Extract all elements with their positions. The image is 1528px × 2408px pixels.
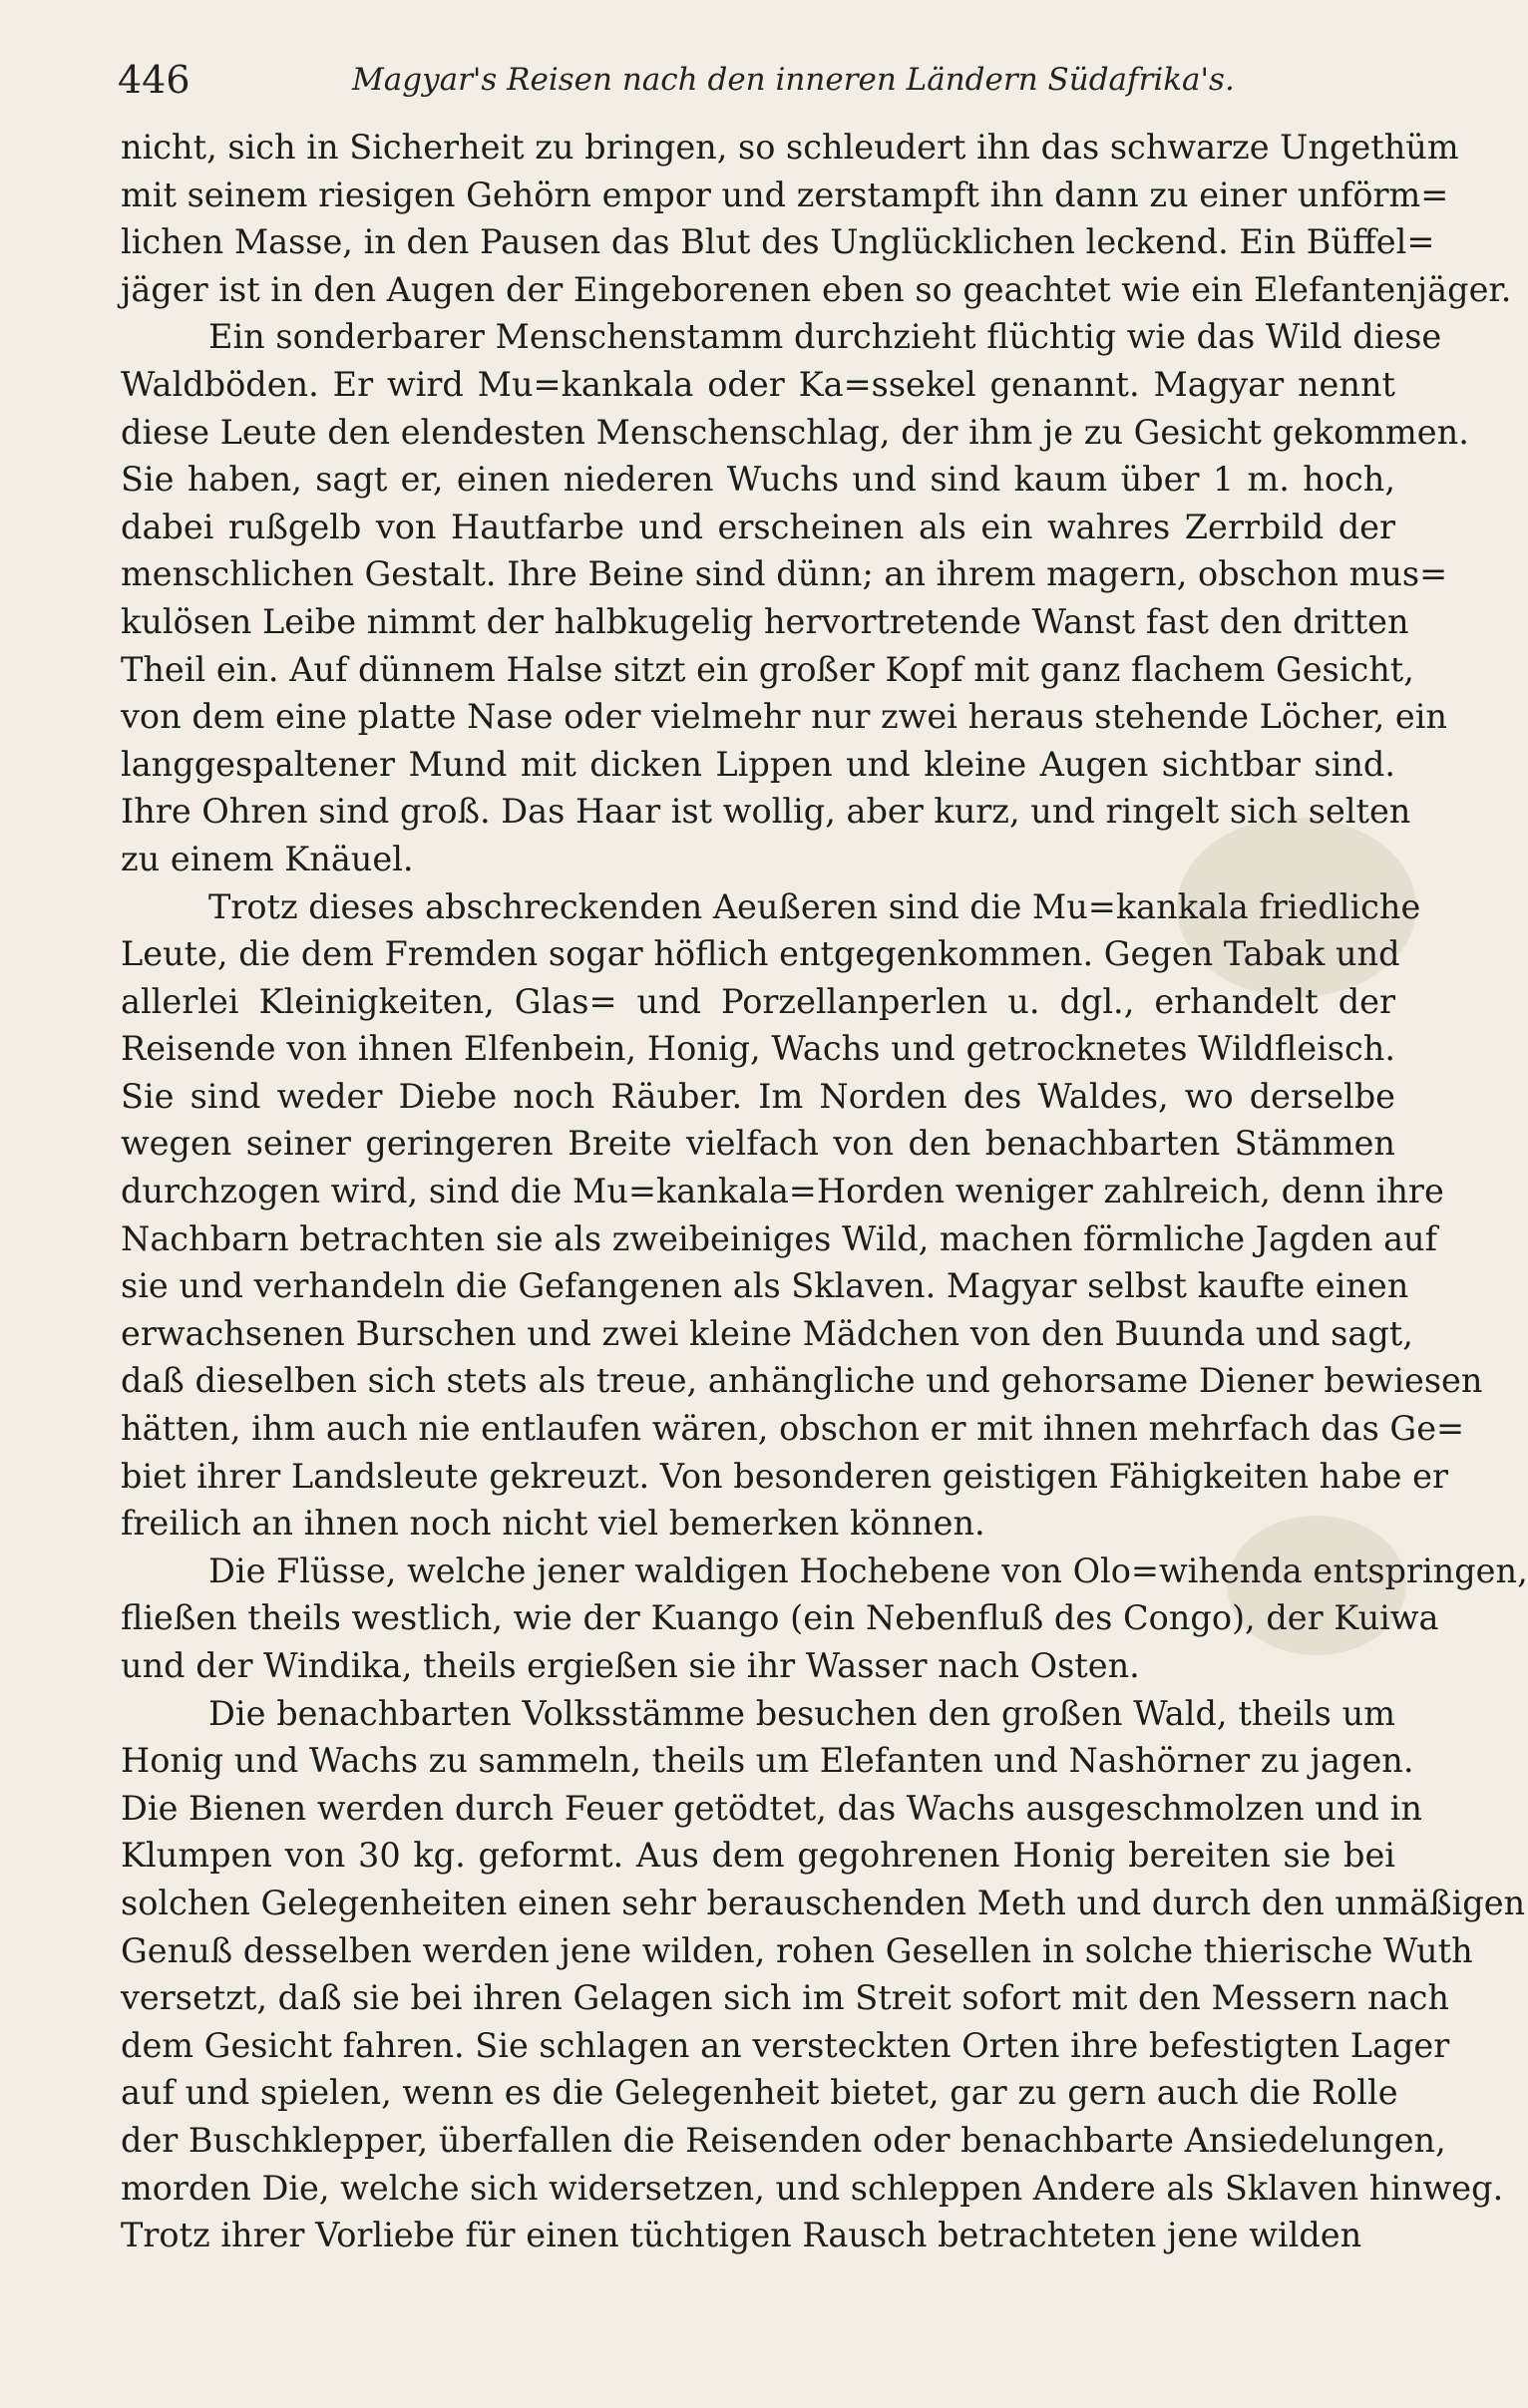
- text-line: diese Leute den elendesten Menschenschlag, der ihm je zu Gesicht gekommen.: [121, 412, 1469, 452]
- text-line: und der Windika, theils ergießen sie ihr Wasser nach Osten.: [121, 1646, 1140, 1685]
- text-line: Ein sonderbarer Menschenstamm durchzieht flüchtig wie das Wild diese: [208, 317, 1442, 357]
- text-line: der Buschklepper, überfallen die Reisenden oder benachbarte Ansiedelungen,: [121, 2120, 1446, 2160]
- text-line: Theil ein. Auf dünnem Halse sitzt ein großer Kopf mit ganz flachem Gesicht,: [121, 649, 1414, 689]
- text-line: freilich an ihnen noch nicht viel bemerken können.: [121, 1504, 985, 1544]
- text-line: Nachbarn betrachten sie als zweibeiniges Wild, machen förmliche Jagden auf: [121, 1218, 1438, 1258]
- text-line: hätten, ihm auch nie entlaufen wären, obschon er mit ihnen mehrfach das Ge=: [121, 1409, 1465, 1449]
- text-line: von dem eine platte Nase oder vielmehr nur zwei heraus stehende Löcher, ein: [121, 697, 1448, 737]
- text-line: mit seinem riesigen Gehörn empor und zerstampft ihn dann zu einer unförm=: [121, 174, 1449, 214]
- text-line: Leute, die dem Fremden sogar höflich entgegenkommen. Gegen Tabak und: [121, 934, 1400, 974]
- text-line: Sie sind weder Diebe noch Räuber. Im Norden des Waldes, wo derselbe: [121, 1076, 1395, 1116]
- body-text: [121, 124, 1528, 2259]
- text-line: Sie haben, sagt er, einen niederen Wuchs und sind kaum über 1 m. hoch,: [121, 460, 1395, 500]
- text-line: Klumpen von 30 kg. geformt. Aus dem gegohrenen Honig bereiten sie bei: [121, 1836, 1395, 1876]
- paragraph: [121, 883, 1483, 1548]
- text-line: Genuß desselben werden jene wilden, rohen Gesellen in solche thierische Wuth: [121, 1930, 1473, 1970]
- text-line: menschlichen Gestalt. Ihre Beine sind dünn; an ihrem magern, obschon mus=: [121, 554, 1448, 594]
- text-line: nicht, sich in Sicherheit zu bringen, so schleudert ihn das schwarze Ungethüm: [121, 128, 1459, 167]
- text-line: Die benachbarten Volksstämme besuchen den großen Wald, theils um: [208, 1693, 1395, 1733]
- text-line: allerlei Kleinigkeiten, Glas= und Porzellanperlen u. dgl., erhandelt der: [121, 981, 1395, 1021]
- text-line: erwachsenen Burschen und zwei kleine Mädchen von den Buunda und sagt,: [121, 1313, 1413, 1353]
- text-line: solchen Gelegenheiten einen sehr berauschenden Meth und durch den unmäßigen: [121, 1883, 1526, 1922]
- text-line: lichen Masse, in den Pausen das Blut des Unglücklichen leckend. Ein Büffel=: [121, 222, 1435, 262]
- paragraph: [121, 1690, 1526, 2259]
- text-line: Reisende von ihnen Elfenbein, Honig, Wachs und getrocknetes Wildfleisch.: [121, 1029, 1395, 1069]
- paragraph: [121, 1548, 1528, 1690]
- text-line: sie und verhandeln die Gefangenen als Sklaven. Magyar selbst kaufte einen: [121, 1266, 1409, 1306]
- text-line: daß dieselben sich stets als treue, anhängliche und gehorsame Diener bewiesen: [121, 1361, 1483, 1401]
- text-line: biet ihrer Landsleute gekreuzt. Von besonderen geistigen Fähigkeiten habe er: [121, 1456, 1448, 1496]
- text-line: fließen theils westlich, wie der Kuango (ein Nebenfluß des Congo), der Kuiwa: [121, 1598, 1439, 1638]
- text-line: Die Bienen werden durch Feuer getödtet, das Wachs ausgeschmolzen und in: [121, 1788, 1422, 1828]
- text-line: morden Die, welche sich widersetzen, und schleppen Andere als Sklaven hinweg.: [121, 2168, 1504, 2208]
- text-line: Ihre Ohren sind groß. Das Haar ist wollig, aber kurz, und ringelt sich selten: [121, 792, 1411, 832]
- paragraph: [121, 313, 1469, 882]
- text-line: Die Flüsse, welche jener waldigen Hochebene von Olo=wihenda entspringen,: [208, 1550, 1528, 1590]
- text-line: Honig und Wachs zu sammeln, theils um Elefanten und Nashörner zu jagen.: [121, 1741, 1414, 1781]
- text-line: versetzt, daß sie bei ihren Gelagen sich im Streit sofort mit den Messern nach: [121, 1978, 1449, 2018]
- paragraph: [121, 124, 1512, 313]
- text-line: Waldböden. Er wird Mu=kankala oder Ka=ssekel genannt. Magyar nennt: [121, 364, 1395, 404]
- page-header: [118, 58, 1394, 114]
- text-line: Trotz ihrer Vorliebe für einen tüchtigen Rausch betrachteten jene wilden: [121, 2216, 1362, 2255]
- text-line: auf und spielen, wenn es die Gelegenheit bietet, gar zu gern auch die Rolle: [121, 2073, 1398, 2113]
- text-line: wegen seiner geringeren Breite vielfach von den benachbarten Stämmen: [121, 1124, 1395, 1164]
- page-number: 446: [118, 58, 191, 102]
- running-title: Magyar's Reisen nach den inneren Ländern Südafrika's.: [352, 62, 1235, 98]
- text-line: dem Gesicht fahren. Sie schlagen an versteckten Orten ihre befestigten Lager: [121, 2025, 1450, 2065]
- text-line: Trotz dieses abschreckenden Aeußeren sind die Mu=kankala friedliche: [208, 886, 1421, 926]
- text-line: kulösen Leibe nimmt der halbkugelig hervortretende Wanst fast den dritten: [121, 601, 1409, 641]
- text-line: dabei rußgelb von Hautfarbe und erscheinen als ein wahres Zerrbild der: [121, 507, 1395, 546]
- text-line: durchzogen wird, sind die Mu=kankala=Horden weniger zahlreich, denn ihre: [121, 1172, 1444, 1211]
- text-line: zu einem Knäuel.: [121, 839, 414, 878]
- text-line: langgespaltener Mund mit dicken Lippen und kleine Augen sichtbar sind.: [121, 744, 1395, 784]
- text-line: jäger ist in den Augen der Eingeborenen eben so geachtet wie ein Elefantenjäger.: [121, 269, 1512, 309]
